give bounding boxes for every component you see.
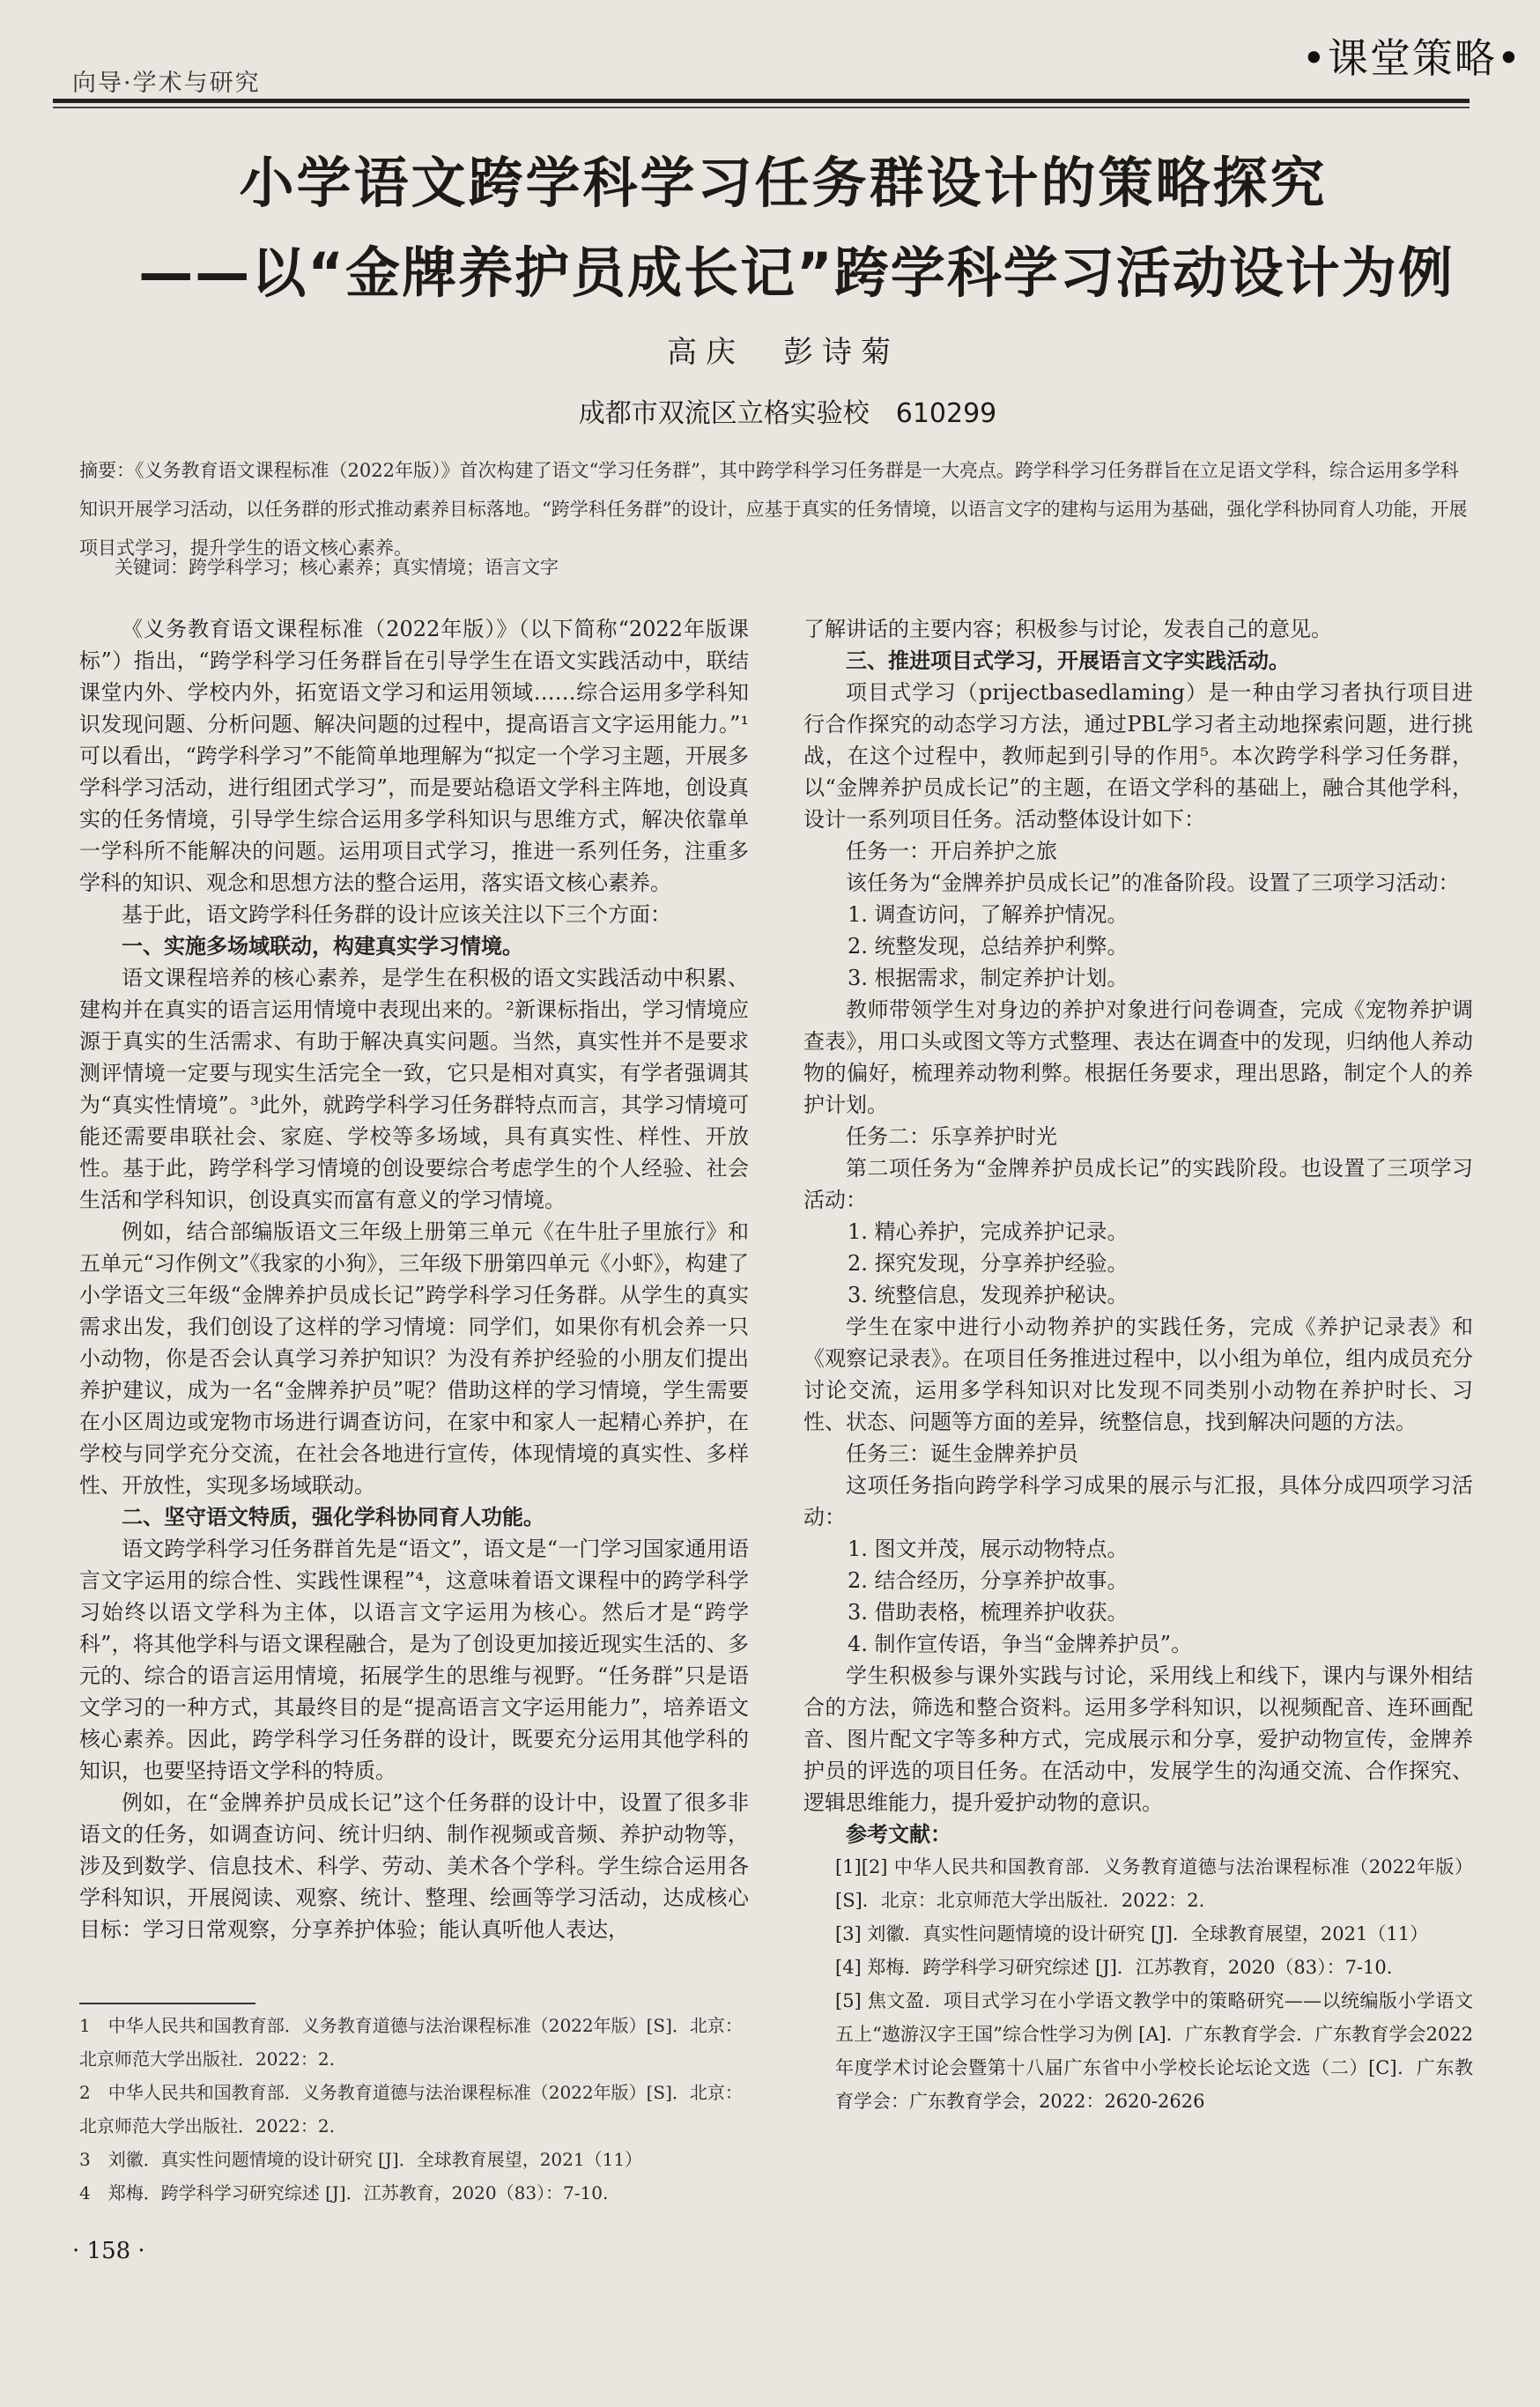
header-rule	[53, 99, 1470, 103]
paragraph: 该任务为“金牌养护员成长记”的准备阶段。设置了三项学习活动：	[846, 870, 1460, 895]
list-item: 1. 调查访问，了解养护情况。	[848, 902, 1129, 927]
page-number: · 158 ·	[72, 2238, 145, 2264]
reference-item: [1][2] 中华人民共和国教育部．义务教育道德与法治课程标准（2022年版）[S]．北京：北京师范大学出版社．2022：2.	[835, 1856, 1473, 1911]
paragraph: 项目式学习（prijectbasedlaming）是一种由学习者执行项目进行合作探究的动态学习方法，通过PBL学习者主动地探索问题，进行挑战，在这个过程中，教师起到引导的作用⁵。本次跨学科学习任务群，以“金牌养护员成长记”的主题，在语文学科的基础上，融合其他学科，设计一系列项目任务。活动整体设计如下：	[803, 680, 1473, 832]
abstract: 摘要：《义务教育语文课程标准（2022年版）》首次构建了语文“学习任务群”，其中跨学科学习任务群是一大亮点。跨学科学习任务群旨在立足语文学科，综合运用多学科知识开展学习活动，以任务群的形式推动素养目标落地。“跨学科任务群”的设计，应基于真实的任务情境，以语言文字的建构与运用为基础，强化学科协同育人功能，开展项目式学习，提升学生的语文核心素养。	[79, 460, 1468, 559]
paragraph: 例如，在“金牌养护员成长记”这个任务群的设计中，设置了很多非语文的任务，如调查访问、统计归纳、制作视频或音频、养护动物等，涉及到数学、信息技术、科学、劳动、美术各个学科。学生综合运用各学科知识，开展阅读、观察、统计、整理、绘画等学习活动，达成核心目标：学习日常观察，分享养护体验；能认真听他人表达，	[79, 1790, 749, 1942]
paragraph: 了解讲话的主要内容；积极参与讨论，发表自己的意见。	[803, 617, 1332, 641]
list-item: 3. 借助表格，梳理养护收获。	[848, 1600, 1129, 1625]
section-heading: 三、推进项目式学习，开展语言文字实践活动。	[846, 648, 1290, 673]
paragraph: 学生在家中进行小动物养护的实践任务，完成《养护记录表》和《观察记录表》。在项目任务推进过程中，以小组为单位，组内成员充分讨论交流，运用多学科知识对比发现不同类别小动物在养护时长、习性、状态、问题等方面的差异，统整信息，找到解决问题的方法。	[803, 1315, 1473, 1434]
paragraph: 《义务教育语文课程标准（2022年版）》（以下简称“2022年版课标”）指出，“跨学科学习任务群旨在引导学生在语文实践活动中，联结课堂内外、学校内外，拓宽语文学习和运用领域……综合运用多学科知识发现问题、分析问题、解决问题的过程中，提高语言文字运用能力。”¹可以看出，“跨学科学习”不能简单地理解为“拟定一个学习主题，开展多学科学习活动，进行组团式学习”，而是要站稳语文学科主阵地，创设真实的任务情境，引导学生综合运用多学科知识与思维方式，解决依靠单一学科所不能解决的问题。运用项目式学习，推进一系列任务，注重多学科的知识、观念和思想方法的整合运用，落实语文核心素养。	[79, 617, 749, 895]
list-item: 2. 结合经历，分享养护故事。	[848, 1568, 1129, 1593]
paragraph: 例如，结合部编版语文三年级上册第三单元《在牛肚子里旅行》和五单元“习作例文”《我家的小狗》，三年级下册第四单元《小虾》，构建了小学语文三年级“金牌养护员成长记”跨学科学习任务群。从学生的真实需求出发，我们创设了这样的学习情境：同学们，如果你有机会养一只小动物，你是否会认真学习养护知识？为没有养护经验的小朋友们提出养护建议，成为一名“金牌养护员”呢？借助这样的学习情境，学生需要在小区周边或宠物市场进行调查访问，在家中和家人一起精心养护，在学校与同学充分交流，在社会各地进行宣传，体现情境的真实性、多样性、开放性，实现多场域联动。	[79, 1219, 749, 1498]
list-item: 1. 图文并茂，展示动物特点。	[848, 1537, 1129, 1561]
list-item: 3. 根据需求，制定养护计划。	[848, 966, 1129, 990]
reference-item: [5] 焦文盈．项目式学习在小学语文教学中的策略研究——以统编版小学语文五上“遨游汉字王国”综合性学习为例 [A]．广东教育学会．广东教育学会2022年度学术讨论会暨第十八届广东省中小学校长论坛论文选（二）[C]．广东教育学会：广东教育学会，2022：2620-2626	[835, 1990, 1473, 2112]
footnote-item: 2 中华人民共和国教育部．义务教育道德与法治课程标准（2022年版）[S]．北京：北京师范大学出版社．2022：2.	[79, 2082, 743, 2137]
list-item: 2. 探究发现，分享养护经验。	[848, 1251, 1129, 1276]
affiliation: 成都市双流区立格实验校 610299	[578, 398, 997, 429]
paragraph: 语文课程培养的核心素养，是学生在积极的语文实践活动中积累、建构并在真实的语言运用情境中表现出来的。²新课标指出，学习情境应源于真实的生活需求、有助于解决真实问题。当然，真实性并不是要求测评情境一定要与现实生活完全一致，它只是相对真实，有学者强调其为“真实性情境”。³此外，就跨学科学习任务群特点而言，其学习情境可能还需要串联社会、家庭、学校等多场域，具有真实性、样性、开放性。基于此，跨学科学习情境的创设要综合考虑学生的个人经验、社会生活和学科知识，创设真实而富有意义的学习情境。	[79, 966, 749, 1212]
paragraph: 任务三：诞生金牌养护员	[846, 1441, 1078, 1466]
left-column	[79, 613, 749, 1945]
paragraph: 第二项任务为“金牌养护员成长记”的实践阶段。也设置了三项学习活动：	[803, 1156, 1473, 1212]
section-label: •课堂策略•	[1301, 34, 1522, 82]
paragraph: 语文跨学科学习任务群首先是“语文”，语文是“一门学习国家通用语言文字运用的综合性、实践性课程”⁴，这意味着语文课程中的跨学科学习始终以语文学科为主体，以语言文字运用为核心。然后才是“跨学科”，将其他学科与语文课程融合，是为了创设更加接近现实生活的、多元的、综合的语言运用情境，拓展学生的思维与视野。“任务群”只是语文学习的一种方式，其最终目的是“提高语言文字运用能力”，培养语文核心素养。因此，跨学科学习任务群的设计，既要充分运用其他学科的知识，也要坚持语文学科的特质。	[79, 1537, 749, 1783]
list-item: 1. 精心养护，完成养护记录。	[848, 1219, 1129, 1244]
paragraph: 任务二：乐享养护时光	[846, 1124, 1057, 1149]
header-rule-thin	[53, 107, 1470, 108]
list-item: 2. 统整发现，总结养护利弊。	[848, 934, 1129, 959]
article-title: 小学语文跨学科学习任务群设计的策略探究	[239, 151, 1328, 215]
list-item: 3. 统整信息，发现养护秘诀。	[848, 1283, 1129, 1307]
paragraph: 教师带领学生对身边的养护对象进行问卷调查，完成《宠物养护调查表》，用口头或图文等方式整理、表达在调查中的发现，归纳他人养动物的偏好，梳理养动物利弊。根据任务要求，理出思路，制定个人的养护计划。	[803, 997, 1473, 1117]
footnote-rule	[79, 2003, 255, 2004]
paragraph: 任务一：开启养护之旅	[846, 839, 1057, 863]
keywords: 关键词：跨学科学习；核心素养；真实情境；语言文字	[115, 557, 559, 578]
footnote-item: 1 中华人民共和国教育部．义务教育道德与法治课程标准（2022年版）[S]．北京：北京师范大学出版社．2022：2.	[79, 2015, 743, 2070]
right-column	[803, 613, 1473, 2118]
section-heading: 参考文献：	[846, 1822, 951, 1847]
paragraph: 基于此，语文跨学科任务群的设计应该关注以下三个方面：	[122, 902, 671, 927]
footnote-item: 3 刘徽．真实性问题情境的设计研究 [J]．全球教育展望，2021（11）	[79, 2149, 643, 2170]
running-header-left: 向导·学术与研究	[72, 70, 261, 97]
footnotes	[79, 2009, 749, 2210]
authors: 高庆 彭诗菊	[667, 335, 900, 370]
paragraph: 学生积极参与课外实践与讨论，采用线上和线下，课内与课外相结合的方法，筛选和整合资料。运用多学科知识，以视频配音、连环画配音、图片配文字等多种方式，完成展示和分享，爱护动物宣传，金牌养护员的评选的项目任务。在活动中，发展学生的沟通交流、合作探究、逻辑思维能力，提升爱护动物的意识。	[803, 1663, 1473, 1815]
list-item: 4. 制作宣传语，争当“金牌养护员”。	[848, 1632, 1193, 1656]
section-heading: 一、实施多场域联动，构建真实学习情境。	[122, 934, 523, 959]
reference-item: [3] 刘徽．真实性问题情境的设计研究 [J]．全球教育展望，2021（11）	[835, 1923, 1429, 1944]
reference-item: [4] 郑梅．跨学科学习研究综述 [J]．江苏教育，2020（83）：7-10.	[835, 1957, 1393, 1978]
paragraph: 这项任务指向跨学科学习成果的展示与汇报，具体分成四项学习活动：	[803, 1473, 1473, 1529]
footnote-item: 4 郑梅．跨学科学习研究综述 [J]．江苏教育，2020（83）：7-10.	[79, 2182, 609, 2203]
section-heading: 二、坚守语文特质，强化学科协同育人功能。	[122, 1505, 544, 1529]
article-subtitle: ——以“金牌养护员成长记”跨学科学习活动设计为例	[138, 241, 1455, 305]
